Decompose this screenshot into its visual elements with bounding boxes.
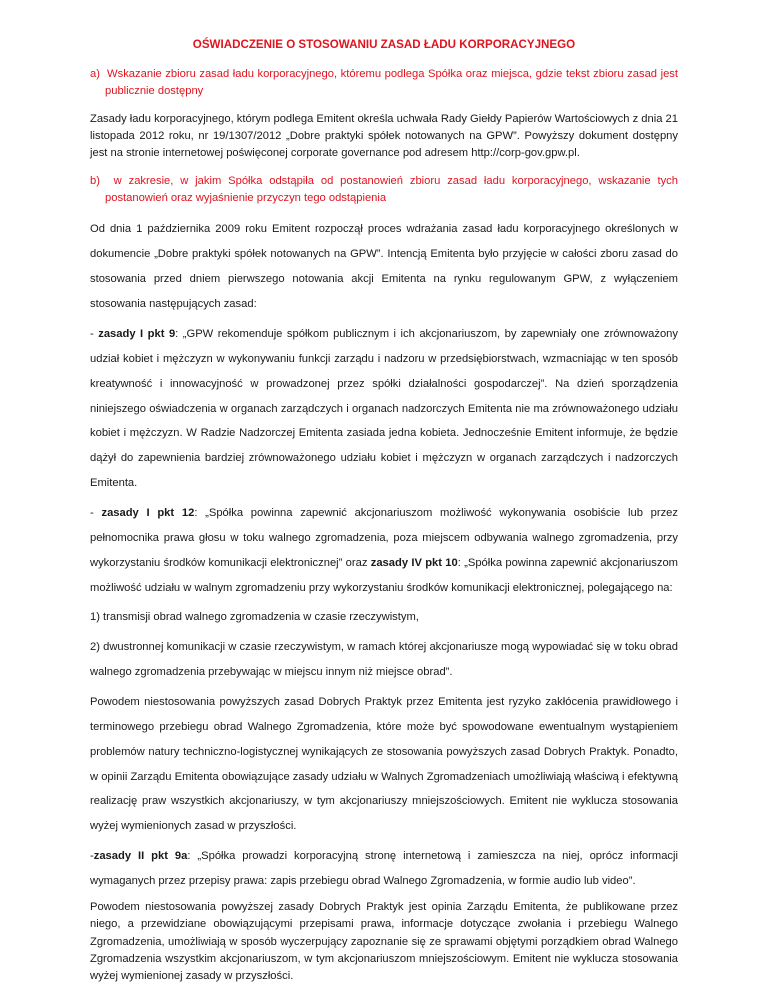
rule-1-prefix: -	[90, 327, 99, 340]
point-2: 2) dwustronnej komunikacji w czasie rzeczywistym, w ramach której akcjonariusze mogą wypowiadać się w toku obrad walnego zgromadzenia przebywając w miejscu innym niż miejsce obrad”.	[90, 641, 678, 679]
reason-2-paragraph: Powodem niestosowania powyższej zasady Dobrych Praktyk jest opinia Zarządu Emitenta, że publikowane przez niego, a przewidziane obowiązującymi przepisami prawa, informacje dotyczące zwołania i przebiegu Walnego Zgromadzenia, umożliwiają w sposób wyczerpujący zapoznanie się ze sprawami objętymi porządkiem obrad Walnego Zgromadzenia wszystkim akcjonariuszom, w tym akcjonariuszom mniejszościowym. Emitent nie wyklucza stosowania wyżej wymienionej zasady w przyszłości.	[90, 900, 678, 983]
section-b-heading: b) w zakresie, w jakim Spółka odstąpiła od postanowień zbioru zasad ładu korporacyjnego, wskazanie tych postanowień oraz wyjaśnienie przyczyn tego odstąpienia	[90, 174, 678, 205]
reason-1-paragraph: Powodem niestosowania powyższych zasad Dobrych Praktyk przez Emitenta jest ryzyko zakłócenia prawidłowego i terminowego przebiegu obrad Walnego Zgromadzenia, które może być spowodowane ewentualnym wystąpieniem problemów natury techniczno-logistycznej wynikających ze stosowania powyższych zasad Dobrych Praktyk. Ponadto, w opinii Zarządu Emitenta obowiązujące zasady udziału w Walnych Zgromadzeniach umożliwiają właściwą i efektywną realizację praw wszystkich akcjonariuszy, w tym akcjonariuszy mniejszościowych. Emitent nie wyklucza stosowania wyżej wymienionych zasad w przyszłości.	[90, 695, 678, 833]
rule-2-text-1: : „Spółka powinna zapewnić akcjonariuszom możliwość wykonywania osobiście lub przez pełnomocnika prawa głosu w toku walnego zgromadzenia, poza miejscem odbywania walnego zgromadzenia, przy wykorzystaniu środków komunikacji elektronicznej” oraz	[90, 506, 679, 569]
rule-3-text: : „Spółka prowadzi korporacyjną stronę internetową i zamieszcza na niej, oprócz informacji wymaganych przez przepisy prawa: zapis przebiegu obrad Walnego Zgromadzenia, w formie audio lub video”.	[90, 850, 678, 887]
rule-1-paragraph	[90, 322, 678, 496]
section-b-intro: Od dnia 1 października 2009 roku Emitent rozpoczął proces wdrażania zasad ładu korporacyjnego określonych w dokumencie „Dobre praktyki spółek notowanych na GPW”. Intencją Emitenta było przyjęcie w całości zboru zasad do stosowania przed dniem pierwszego notowania akcji Emitenta na rynku regulowanym GPW, z wyłączeniem stosowania następujących zasad:	[90, 223, 678, 311]
rule-2-paragraph	[90, 501, 678, 600]
rule-3-label: zasady II pkt 9a	[93, 850, 188, 863]
point-1: 1) transmisji obrad walnego zgromadzenia w czasie rzeczywistym,	[90, 611, 419, 624]
rule-3-prefix: -	[90, 850, 94, 863]
rule-2-label: zasady I pkt 12	[101, 506, 195, 519]
rule-3-paragraph	[90, 844, 678, 894]
section-a-heading: a) Wskazanie zbioru zasad ładu korporacyjnego, któremu podlega Spółka oraz miejsca, gdzie tekst zbioru zasad jest publicznie dostępny	[90, 67, 678, 98]
rule-2-label-2: zasady IV pkt 10	[370, 556, 458, 569]
rule-2-text-2: : „Spółka powinna zapewnić akcjonariuszom możliwość udziału w walnym zgromadzeniu przy wykorzystaniu środków komunikacji elektronicznej, polegającego na:	[90, 556, 678, 594]
rule-1-text: : „GPW rekomenduje spółkom publicznym i ich akcjonariuszom, by zapewniały one zrównoważony udział kobiet i mężczyzn w wykonywaniu funkcji zarządu i nadzoru w przedsiębiorstwach, wzmacniając w ten sposób kreatywność i innowacyjność w prowadzonej przez spółki działalności gospodarczej”. Na dzień sporządzenia niniejszego oświadczenia w organach zarządczych i organach nadzorczych Emitenta nie ma zrównoważonego udziału kobiet i mężczyzn. W Radzie Nadzorczej Emitenta zasiada jedna kobieta. Jednocześnie Emitent informuje, że będzie dążył do zapewnienia bardziej zrównoważonego udziału kobiet i mężczyzn w organach zarządczych i nadzorczych Emitenta.	[90, 327, 678, 490]
rule-2-prefix: -	[90, 506, 102, 519]
rule-1-label: zasady I pkt 9	[98, 327, 176, 340]
page-title: OŚWIADCZENIE O STOSOWANIU ZASAD ŁADU KORPORACYJNEGO	[192, 38, 576, 51]
section-a-body: Zasady ładu korporacyjnego, którym podlega Emitent określa uchwała Rady Giełdy Papierów Wartościowych z dnia 21 listopada 2012 roku, nr 19/1307/2012 „Dobre praktyki spółek notowanych na GPW”. Powyższy dokument dostępny jest na stronie internetowej poświęconej corporate governance pod adresem http://corp-gov.gpw.pl.	[90, 112, 678, 160]
